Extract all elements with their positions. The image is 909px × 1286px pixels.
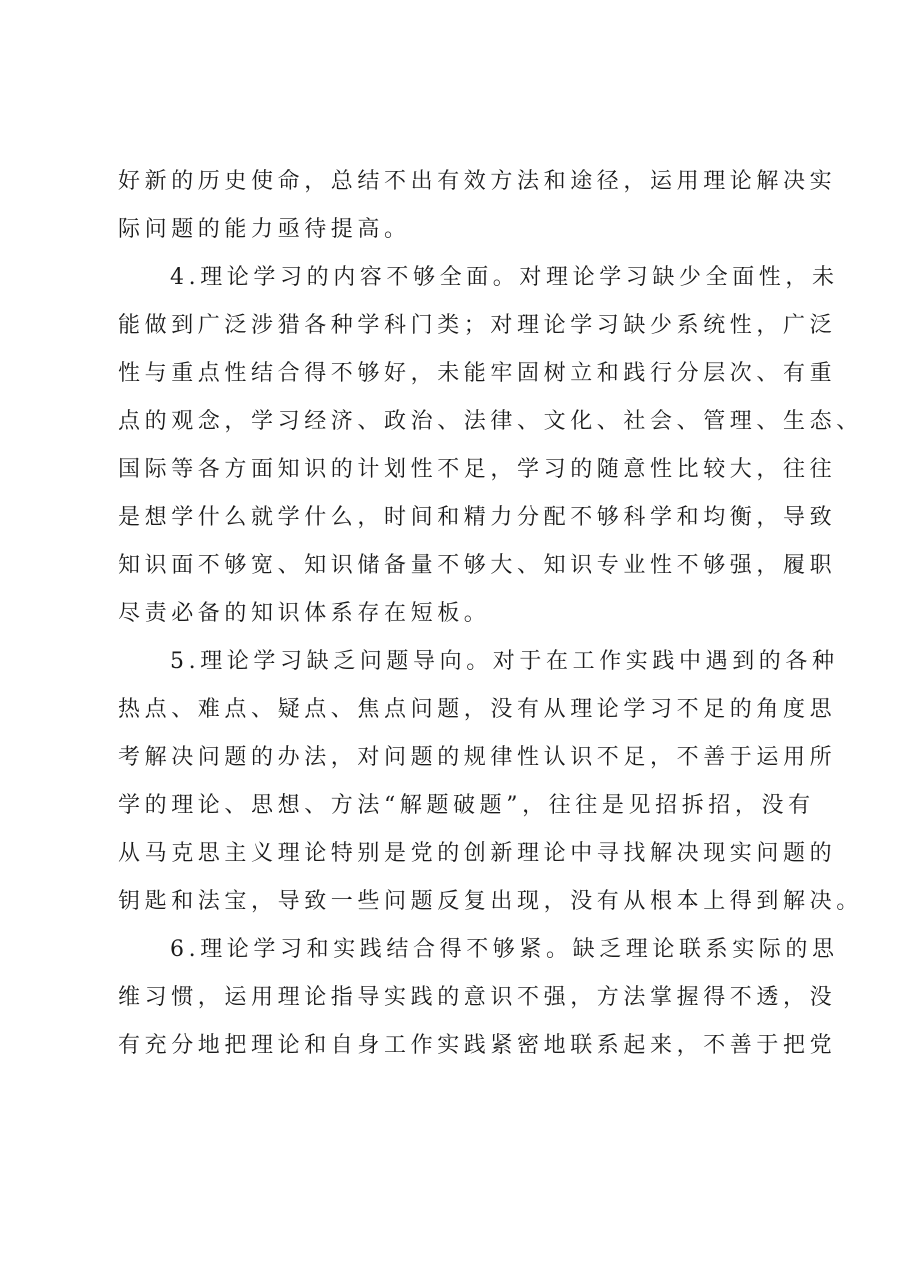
text-line: 维习惯，运用理论指导实践的意识不强，方法掌握得不透，没 xyxy=(118,985,837,1010)
text-line: 性与重点性结合得不够好，未能牢固树立和践行分层次、有重 xyxy=(118,361,837,386)
text-line: 钥匙和法宝，导致一些问题反复出现，没有从根本上得到解决。 xyxy=(118,889,863,914)
text-line: 有充分地把理论和自身工作实践紧密地联系起来，不善于把党 xyxy=(118,1033,837,1058)
paragraph-6-first-line: 6.理论学习和实践结合得不够紧。缺乏理论联系实际的思 xyxy=(170,937,839,962)
text-line: 学的理论、思想、方法“解题破题”，往往是见招拆招，没有 xyxy=(118,793,815,818)
text-line: 好新的历史使命，总结不出有效方法和途径，运用理论解决实 xyxy=(118,169,837,194)
document-body xyxy=(118,158,863,1070)
text-line: 热点、难点、疑点、焦点问题，没有从理论学习不足的角度思 xyxy=(118,697,837,722)
text-line: 知识面不够宽、知识储备量不够大、知识专业性不够强，履职 xyxy=(118,553,837,578)
text-line: 点的观念，学习经济、政治、法律、文化、社会、管理、生态、 xyxy=(118,409,863,434)
text-line: 从马克思主义理论特别是党的创新理论中寻找解决现实问题的 xyxy=(118,841,837,866)
paragraph-4-first-line: 4.理论学习的内容不够全面。对理论学习缺少全面性，未 xyxy=(170,265,839,290)
text-line: 能做到广泛涉猎各种学科门类；对理论学习缺少系统性，广泛 xyxy=(118,313,837,338)
text-line: 是想学什么就学什么，时间和精力分配不够科学和均衡，导致 xyxy=(118,505,837,530)
text-line: 国际等各方面知识的计划性不足，学习的随意性比较大，往往 xyxy=(118,457,837,482)
text-line: 考解决问题的办法，对问题的规律性认识不足，不善于运用所 xyxy=(118,745,837,770)
text-line: 际问题的能力亟待提高。 xyxy=(118,217,411,242)
text-line: 尽责必备的知识体系存在短板。 xyxy=(118,601,491,626)
paragraph-5-first-line: 5.理论学习缺乏问题导向。对于在工作实践中遇到的各种 xyxy=(170,649,839,674)
